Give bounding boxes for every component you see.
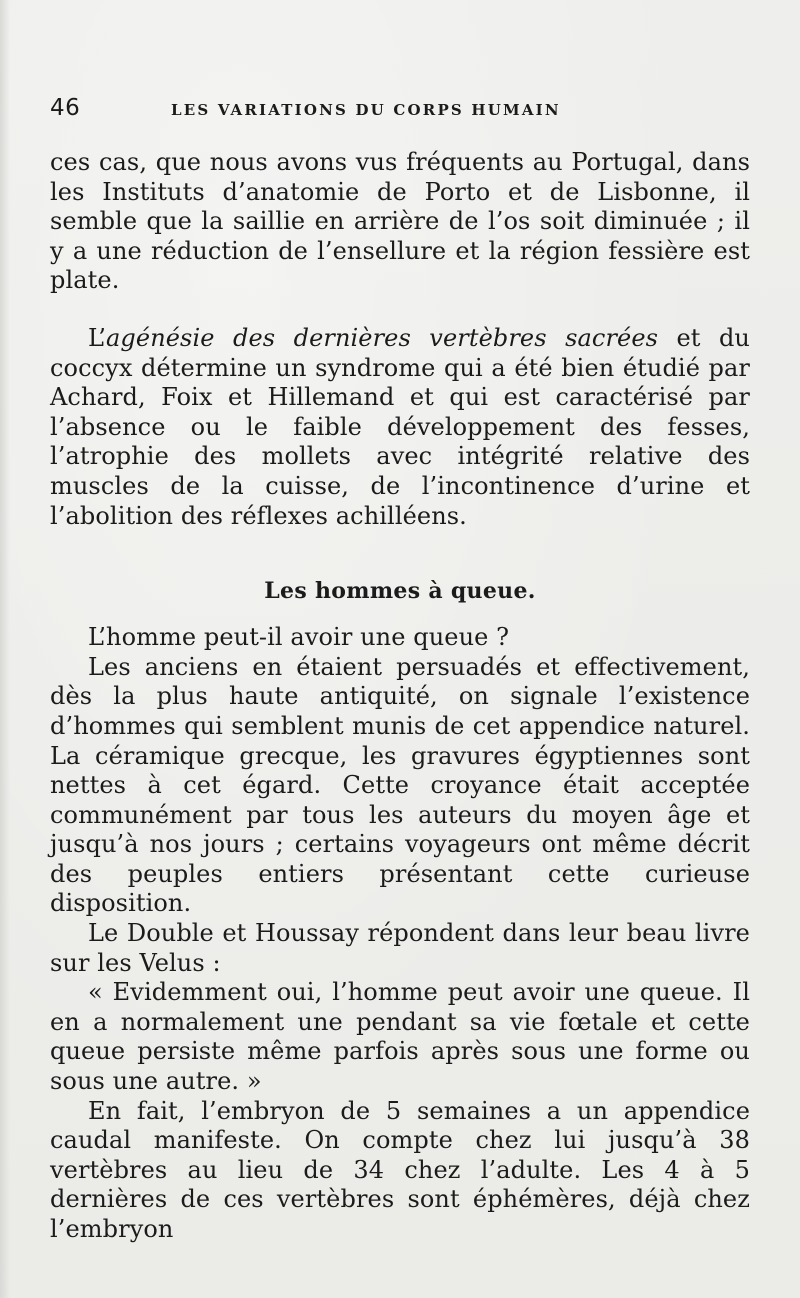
paragraph-agenesis-rest: et du coccyx détermine un syndrome qui a été bien étudié par Achard, Foix et Hillemand et qui est caractérisé par l’absence ou le faible développement des fesses, l’atrophie des mollets avec intégrité relative des muscles de la cuisse, de l’incontinence d’urine et l’abolition des réflexes achilléens. bbox=[50, 323, 750, 530]
page-edge-shadow bbox=[0, 0, 10, 1298]
paragraph-le-double: Le Double et Houssay répondent dans leur beau livre sur les Velus : bbox=[50, 919, 750, 977]
page-header bbox=[50, 95, 750, 129]
running-title: LES VARIATIONS DU CORPS HUMAIN bbox=[171, 101, 561, 119]
italic-term: agénésie des dernières vertèbres sacrées bbox=[106, 323, 659, 352]
paragraph-agenesis bbox=[50, 324, 750, 531]
paragraph-question: L’homme peut-il avoir une queue ? bbox=[88, 623, 510, 652]
paragraph-continuation: ces cas, que nous avons vus fréquents au Portugal, dans les Instituts d’anatomie de Porto et de Lisbonne, il semble que la saillie en arrière de l’os soit diminuée ; il y a une réduction de l’ensellure et la région fessière est plate. bbox=[50, 148, 750, 295]
paragraph-ancients: Les anciens en étaient persuadés et effectivement, dès la plus haute antiquité, on signale l’existence d’hommes qui semblent munis de cet appendice naturel. La céramique grecque, les gravures égyptiennes sont nettes à cet égard. Cette croyance était acceptée communément par tous les auteurs du moyen âge et jusqu’à nos jours ; certains voyageurs ont même décrit des peuples entiers présentant cette curieuse disposition. bbox=[50, 652, 750, 918]
paragraph-embryo: En fait, l’embryon de 5 semaines a un appendice caudal manifeste. On compte chez lui jusqu’à 38 vertèbres au lieu de 34 chez l’adulte. Les 4 à 5 dernières de ces vertèbres sont éphémères, déjà chez l’embryon bbox=[50, 1096, 750, 1243]
section-title: Les hommes à queue. bbox=[264, 578, 536, 605]
page-number: 46 bbox=[50, 95, 81, 121]
paragraph-agenesis-prefix: L’ bbox=[88, 323, 107, 352]
paragraph-quotation: « Evidemment oui, l’homme peut avoir une queue. Il en a normalement une pendant sa vie fœtale et cette queue persiste même parfois après sous une forme ou sous une autre. » bbox=[50, 978, 750, 1096]
body-text bbox=[50, 148, 750, 1245]
